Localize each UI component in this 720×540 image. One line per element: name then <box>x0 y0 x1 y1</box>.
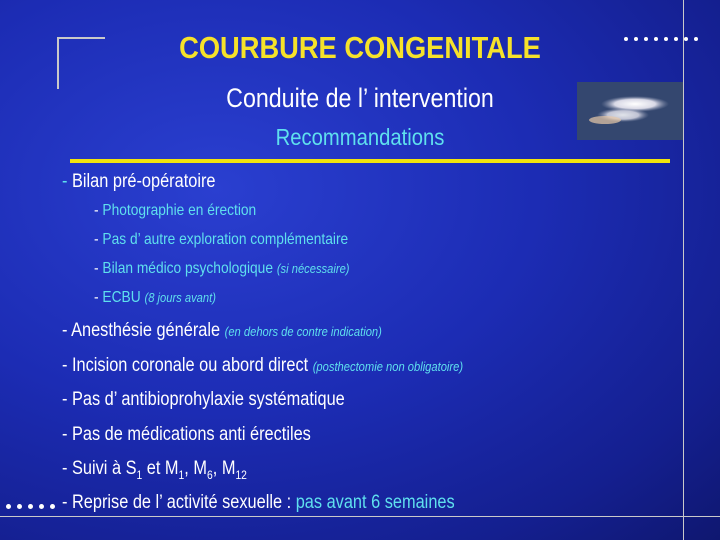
slide-subtitle-recommandations: Recommandations <box>275 124 445 150</box>
sub-item-photographie: - Photographie en érection <box>94 202 257 219</box>
sub-item-pas-exploration: - Pas d’ autre exploration complémentaire <box>94 231 349 248</box>
list-item-antibio: - Pas d’ antibioprohylaxie systématique <box>62 389 345 410</box>
cloud-image <box>577 82 683 140</box>
list-item-medications: - Pas de médications anti érectiles <box>62 424 311 445</box>
reprise-highlight: pas avant 6 semaines <box>295 492 455 513</box>
list-item-reprise: - Reprise de l’ activité sexuelle : pas avant 6 semaines <box>62 492 455 513</box>
sub-item-ecbu: - ECBU (8 jours avant) <box>94 289 216 306</box>
list-item-suivi: - Suivi à $S_1$ et $M_1$, $M_6$, $M_{12}$ <box>62 458 247 482</box>
slide-subtitle: Conduite de l’ intervention <box>226 83 494 113</box>
decorative-dots-bottom <box>6 504 55 509</box>
sub-item-bilan-medico: - Bilan médico psychologique (si nécessaire) <box>94 260 350 277</box>
frame-line-right <box>683 0 684 540</box>
title-underline <box>70 159 670 163</box>
slide-title: COURBURE CONGENITALE <box>179 30 541 65</box>
frame-line-bottom <box>0 516 720 517</box>
list-item-incision: - Incision coronale ou abord direct (posthectomie non obligatoire) <box>62 355 464 376</box>
list-item-bilan: - Bilan pré-opératoire <box>62 171 216 192</box>
list-item-anesthesie: - Anesthésie générale (en dehors de contre indication) <box>62 320 382 341</box>
